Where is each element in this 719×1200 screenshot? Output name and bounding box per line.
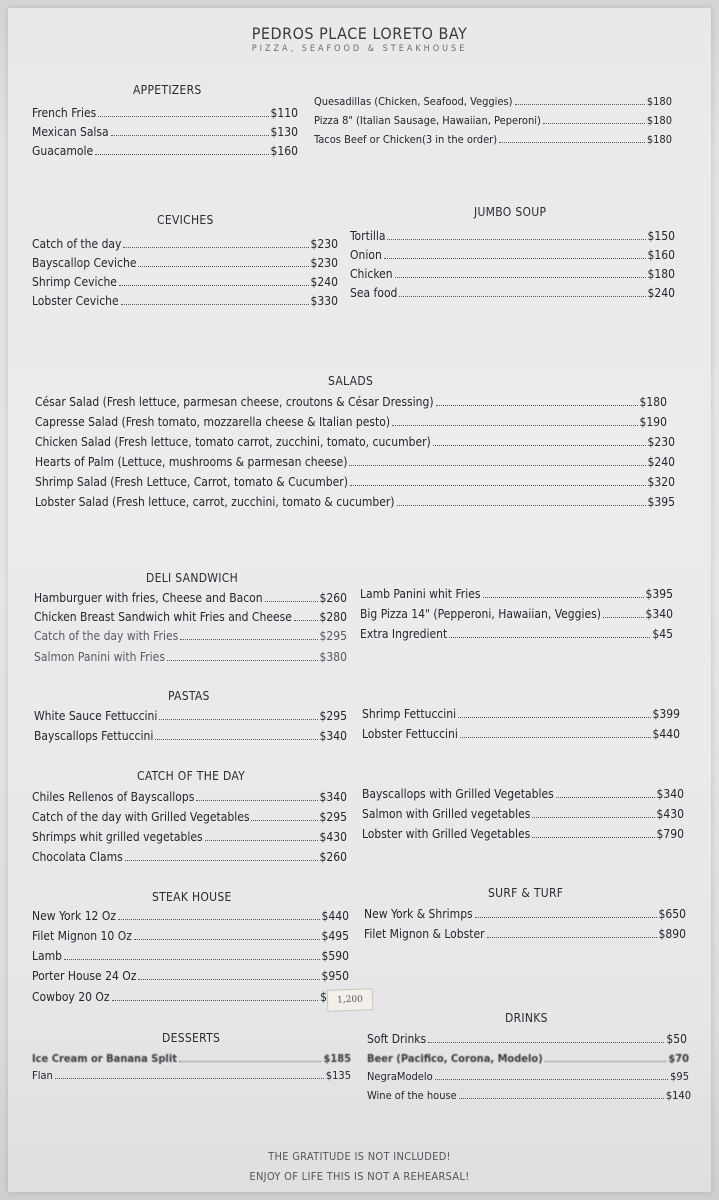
menu-item: Chiles Rellenos of Bayscallops $340	[32, 790, 347, 804]
menu-item: Salmon Panini with Fries $380	[34, 650, 347, 664]
menu-item: Chicken $180	[350, 267, 675, 281]
menu-item: Chocolata Clams $260	[32, 850, 347, 864]
menu-item: Quesadillas (Chicken, Seafood, Veggies) $180	[314, 95, 672, 108]
menu-item: Wine of the house $140	[367, 1089, 691, 1102]
menu-item: Shrimp Fettuccini $399	[362, 707, 680, 721]
menu-item: Bayscallops with Grilled Vegetables $340	[362, 787, 684, 801]
menu-item: Lobster with Grilled Vegetables $790	[362, 827, 684, 841]
catch-heading: CATCH OF THE DAY	[137, 769, 246, 783]
menu-item: New York & Shrimps $650	[364, 907, 686, 921]
menu-item: French Fries $110	[32, 106, 298, 120]
menu-item: NegraModelo $95	[367, 1070, 689, 1083]
deli-heading: DELI SANDWICH	[146, 571, 239, 585]
appetizers-heading: APPETIZERS	[133, 83, 202, 97]
jumbo-soup-heading: JUMBO SOUP	[474, 205, 547, 219]
menu-item: Filet Mignon & Lobster $890	[364, 927, 686, 941]
menu-item: Sea food $240	[350, 286, 675, 300]
menu-item: Lobster Ceviche $330	[32, 294, 338, 308]
menu-item: Shrimps whit grilled vegetables $430	[32, 830, 347, 844]
steak-heading: STEAK HOUSE	[152, 890, 232, 904]
menu-item: Bayscallop Ceviche $230	[32, 256, 338, 270]
menu-item: Catch of the day with Grilled Vegetables $295	[32, 810, 347, 824]
menu-item: Bayscallops Fettuccini $340	[34, 729, 347, 743]
menu-item: Lamb $590	[32, 949, 349, 963]
menu-item: Lamb Panini whit Fries $395	[360, 587, 673, 601]
menu-item: Hearts of Palm (Lettuce, mushrooms & parmesan cheese) $240	[35, 455, 675, 469]
menu-item: New York 12 Oz $440	[32, 909, 349, 923]
menu-item: Soft Drinks $50	[367, 1032, 687, 1046]
menu-item: Pizza 8" (Italian Sausage, Hawaiian, Peperoni) $180	[314, 114, 672, 127]
menu-item: Chicken Salad (Fresh lettuce, tomato carrot, zucchini, tomato, cucumber) $230	[35, 435, 675, 449]
desserts-heading: DESSERTS	[162, 1031, 221, 1045]
price-sticker: 1,200	[327, 988, 374, 1012]
surf-turf-heading: SURF & TURF	[488, 886, 564, 900]
menu-item: Tacos Beef or Chicken(3 in the order) $180	[314, 133, 672, 146]
menu-item: Porter House 24 Oz $950	[32, 969, 349, 983]
menu-item: Big Pizza 14" (Pepperoni, Hawaiian, Veggies) $340	[360, 607, 673, 621]
menu-item: Tortilla $150	[350, 229, 675, 243]
menu-item: Onion $160	[350, 248, 675, 262]
menu-item: Lobster Fettuccini $440	[362, 727, 680, 741]
footer-gratitude: THE GRATITUDE IS NOT INCLUDED!	[268, 1150, 451, 1163]
menu-item: Chicken Breast Sandwich whit Fries and Cheese $280	[34, 610, 347, 624]
menu-item: Mexican Salsa $130	[32, 125, 298, 139]
menu-item: César Salad (Fresh lettuce, parmesan cheese, croutons & César Dressing) $180	[35, 395, 667, 409]
restaurant-subtitle: PIZZA, SEAFOOD & STEAKHOUSE	[251, 44, 468, 54]
drinks-heading: DRINKS	[505, 1011, 548, 1025]
restaurant-title: PEDROS PLACE LORETO BAY	[251, 24, 468, 43]
menu-item: Flan $135	[32, 1069, 351, 1082]
menu-item: Cowboy 20 Oz $	[32, 990, 327, 1004]
menu-item: Extra Ingredient $45	[360, 627, 673, 641]
menu-item: Beer (Pacifico, Corona, Modelo) $70	[367, 1052, 689, 1065]
ceviches-heading: CEVICHES	[157, 213, 214, 227]
menu-item: White Sauce Fettuccini $295	[34, 709, 347, 723]
menu-item: Ice Cream or Banana Split $185	[32, 1052, 351, 1065]
menu-item: Lobster Salad (Fresh lettuce, carrot, zucchini, tomato & cucumber) $395	[35, 495, 675, 509]
menu-item: Catch of the day with Fries $295	[34, 629, 347, 643]
menu-item: Salmon with Grilled vegetables $430	[362, 807, 684, 821]
menu-item: Hamburguer with fries, Cheese and Bacon $260	[34, 591, 347, 605]
pastas-heading: PASTAS	[168, 689, 210, 703]
menu-item: Guacamole $160	[32, 144, 298, 158]
footer-tagline: ENJOY OF LIFE THIS IS NOT A REHEARSAL!	[249, 1170, 470, 1183]
menu-item: Catch of the day $230	[32, 237, 338, 251]
menu-item: Capresse Salad (Fresh tomato, mozzarella cheese & Italian pesto) $190	[35, 415, 667, 429]
salads-heading: SALADS	[328, 374, 374, 388]
menu-item: Shrimp Ceviche $240	[32, 275, 338, 289]
menu-item: Shrimp Salad (Fresh Lettuce, Carrot, tomato & Cucumber) $320	[35, 475, 675, 489]
menu-item: Filet Mignon 10 Oz $495	[32, 929, 349, 943]
